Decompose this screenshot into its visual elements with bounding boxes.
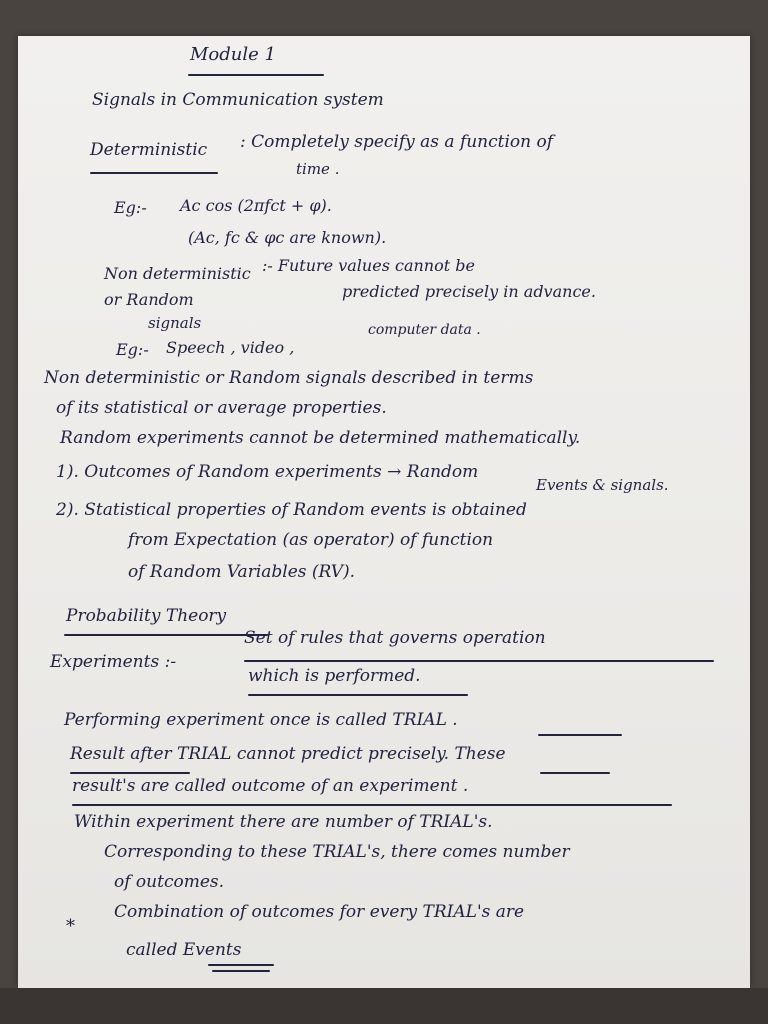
experiments-definition-cont: which is performed.	[248, 666, 421, 686]
example-known-params: (Ac, fc & φc are known).	[188, 228, 387, 247]
signals-heading: Signals in Communication system	[92, 90, 384, 110]
example2-item3: computer data .	[368, 322, 481, 338]
called-events-line: called Events	[126, 940, 242, 960]
list-item-1: 1). Outcomes of Random experiments → Random	[56, 462, 479, 482]
nd-description-line2: of its statistical or average properties.	[56, 398, 387, 418]
trial-definition: Performing experiment once is called TRIAL .	[64, 710, 458, 730]
of-outcomes-line: of outcomes.	[114, 872, 225, 892]
events-double-underline	[212, 970, 270, 972]
list-item-2: 2). Statistical properties of Random events is obtained	[56, 500, 527, 520]
deterministic-definition-cont: time .	[296, 160, 340, 178]
deterministic-definition: : Completely specify as a function of	[240, 132, 554, 152]
page-title: Module 1	[190, 44, 276, 65]
precisely-underline	[540, 772, 610, 774]
events-underline	[208, 964, 274, 966]
probability-heading: Probability Theory	[66, 606, 227, 626]
example-label: Eg:-	[114, 198, 147, 217]
example-formula: Ac cos (2πfct + φ).	[180, 196, 332, 215]
combination-line: Combination of outcomes for every TRIAL's are	[114, 902, 525, 922]
list-item-1-cont: Events & signals.	[536, 476, 669, 494]
example2-label: Eg:-	[116, 340, 149, 359]
trial-underline	[538, 734, 622, 736]
random-experiments-line: Random experiments cannot be determined mathematically.	[60, 428, 581, 448]
experiments-definition-cont-underline	[248, 694, 468, 696]
background-surface	[0, 988, 768, 1024]
random-label: or Random	[104, 290, 194, 309]
result-line: Result after TRIAL cannot predict precisely. These	[70, 744, 506, 764]
nondeterministic-definition: :- Future values cannot be	[262, 256, 475, 275]
deterministic-label: Deterministic	[90, 140, 208, 160]
corresponding-line: Corresponding to these TRIAL's, there comes number	[104, 842, 570, 862]
list-item-2-cont: from Expectation (as operator) of function	[128, 530, 494, 550]
probability-underline	[64, 634, 268, 636]
list-item-2-cont2: of Random Variables (RV).	[128, 562, 356, 582]
within-line: Within experiment there are number of TRIAL's.	[74, 812, 493, 832]
deterministic-underline	[90, 172, 218, 174]
result-cont-underline	[72, 804, 672, 806]
nondeterministic-label: Non deterministic	[104, 264, 251, 283]
nondeterministic-definition-cont: predicted precisely in advance.	[342, 282, 596, 301]
result-underline	[70, 772, 190, 774]
nd-description-line1: Non deterministic or Random signals described in terms	[44, 368, 534, 388]
experiments-label: Experiments :-	[50, 652, 177, 672]
experiments-definition-underline	[244, 660, 714, 662]
experiments-definition: Set of rules that governs operation	[244, 628, 546, 648]
signals-word: signals	[148, 314, 202, 332]
example2-items: Speech , video ,	[166, 338, 295, 357]
star-bullet: *	[66, 916, 75, 937]
title-underline	[188, 74, 324, 76]
result-line-cont: result's are called outcome of an experiment .	[72, 776, 469, 796]
